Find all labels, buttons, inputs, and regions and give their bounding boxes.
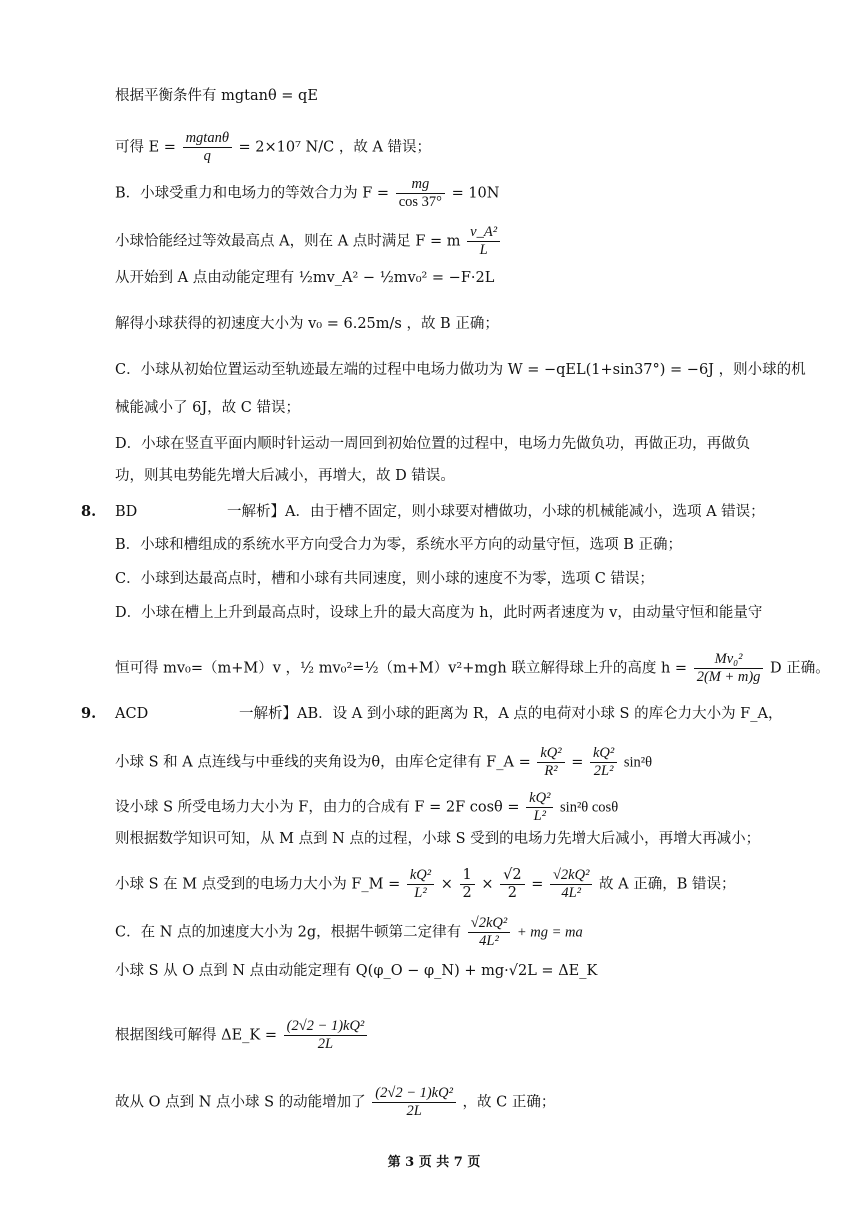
- analysis-text: 一解析】A．由于槽不固定，则小球要对槽做功，小球的机械能减小，选项 A 错误；: [227, 504, 765, 520]
- denominator: L²: [526, 807, 553, 825]
- fraction: [526, 790, 553, 825]
- text: C．在 N 点的加速度大小为 2g，根据牛顿第二定律有: [115, 924, 462, 941]
- line-c-work: C．小球从初始位置运动至轨迹最左端的过程中电场力做功为 W = −qEL(1+sin37°) = −6J ，则小球的机: [115, 362, 806, 378]
- fraction: [590, 745, 617, 780]
- text: B．小球受重力和电场力的等效合力为 F =: [115, 185, 390, 202]
- line-q8-d: D．小球在槽上上升到最高点时，设球上升的最大高度为 h，此时两者速度为 v，由动量守恒和能量守: [115, 605, 763, 621]
- denominator: 4L²: [468, 932, 510, 950]
- fraction: [284, 1018, 368, 1053]
- numerator: kQ²: [592, 745, 615, 761]
- line-equilibrium: 根据平衡条件有 mgtanθ = qE: [115, 88, 318, 104]
- line-kinetic-theorem: 从开始到 A 点由动能定理有 ½mv_A² − ½mv₀² = −F·2L: [115, 270, 495, 286]
- answer: ACD: [115, 706, 149, 722]
- fraction: [500, 867, 524, 902]
- numerator: v_A²: [470, 224, 498, 240]
- fraction: [183, 130, 232, 165]
- fraction: [396, 176, 445, 211]
- fraction: [460, 867, 475, 902]
- text: 小球 S 和 A 点连线与中垂线的夹角设为θ，由库仑定律有 F_A =: [115, 754, 531, 771]
- line-q8-height: [115, 651, 830, 686]
- denominator: 2: [460, 884, 475, 902]
- text: 设小球 S 所受电场力大小为 F，由力的合成有 F = 2F cosθ =: [115, 799, 520, 816]
- line-ek-increase: [115, 1085, 555, 1120]
- numerator: 1: [462, 867, 472, 883]
- fraction: [467, 224, 500, 259]
- numerator: √2kQ²: [470, 915, 508, 931]
- equals: =: [571, 754, 584, 771]
- answer: BD: [115, 504, 138, 520]
- text: sin²θ cosθ: [560, 799, 619, 816]
- numerator: kQ²: [409, 867, 432, 883]
- line-q8-c: C．小球到达最高点时，槽和小球有共同速度，则小球的速度不为零，选项 C 错误；: [115, 571, 654, 587]
- text: = 10N: [451, 185, 500, 202]
- question-number: 9.: [81, 705, 97, 722]
- denominator: cos 37°: [396, 193, 445, 211]
- numerator: kQ²: [529, 790, 551, 806]
- line-delta-ek: [115, 1018, 369, 1053]
- denominator: 2L²: [590, 762, 617, 780]
- line-coulomb: [115, 745, 652, 780]
- line-force-trend: 则根据数学知识可知，从 M 点到 N 点的过程，小球 S 受到的电场力先增大后减小，再增大再减小；: [115, 831, 761, 847]
- denominator: 2L: [284, 1035, 368, 1053]
- numerator: mg: [411, 176, 430, 192]
- denominator: L²: [407, 884, 434, 902]
- text: = 2×10⁷ N/C ，故 A 错误；: [238, 139, 432, 156]
- fraction: [468, 915, 510, 950]
- fraction: [537, 745, 564, 780]
- text: 可得 E =: [115, 139, 176, 156]
- line-newton-second-law: [115, 915, 583, 950]
- numerator: Mv₀²: [714, 651, 743, 667]
- line-d-potential: D．小球在竖直平面内顺时针运动一周回到初始位置的过程中，电场力先做负功，再做正功，再做负: [115, 436, 751, 452]
- question-8-header: [81, 502, 765, 522]
- numerator: (2√2 − 1)kQ²: [375, 1085, 453, 1101]
- denominator: 2L: [372, 1102, 456, 1120]
- numerator: (2√2 − 1)kQ²: [286, 1018, 365, 1034]
- line-c-energy: 械能减小了 6J，故 C 错误；: [115, 400, 300, 416]
- numerator: √2kQ²: [552, 867, 590, 883]
- text: + mg = ma: [516, 924, 583, 941]
- text: 故 A 正确，B 错误；: [599, 876, 736, 893]
- fraction: [694, 651, 764, 686]
- line-kinetic-o-to-n: 小球 S 从 O 点到 N 点由动能定理有 Q(φ_O − φ_N) + mg·√2L = ΔE_K: [115, 963, 598, 979]
- times: ×: [481, 876, 494, 893]
- denominator: R²: [537, 762, 564, 780]
- text: 故从 O 点到 N 点小球 S 的动能增加了: [115, 1094, 366, 1111]
- line-field-strength: [115, 130, 431, 165]
- line-b-resultant-force: [115, 176, 499, 211]
- text: sin²θ: [623, 754, 653, 771]
- numerator: mgtanθ: [185, 130, 229, 146]
- line-force-at-m: [115, 867, 736, 902]
- denominator: 2: [500, 884, 524, 902]
- line-d-conclusion: 功，则其电势能先增大后减小，再增大，故 D 错误。: [115, 468, 455, 484]
- line-highest-point: [115, 224, 502, 259]
- line-force-composition: [115, 790, 618, 825]
- times: ×: [440, 876, 453, 893]
- fraction: [407, 867, 434, 902]
- text: 根据图线可解得 ΔE_K =: [115, 1027, 278, 1044]
- text: 小球 S 在 M 点受到的电场力大小为 F_M =: [115, 876, 401, 893]
- denominator: L: [467, 241, 500, 259]
- text: D 正确。: [770, 660, 830, 677]
- text: ，故 C 正确；: [462, 1094, 556, 1111]
- question-9-header: [81, 704, 783, 724]
- line-initial-velocity: 解得小球获得的初速度大小为 v₀ = 6.25m/s ，故 B 正确；: [115, 316, 499, 332]
- fraction: [372, 1085, 456, 1120]
- question-number: 8.: [81, 503, 97, 520]
- denominator: 4L²: [550, 884, 592, 902]
- numerator: kQ²: [540, 745, 562, 761]
- denominator: 2(M + m)g: [694, 668, 764, 686]
- page-footer: 第 3 页 共 7 页: [387, 1155, 481, 1170]
- line-q8-b: B．小球和槽组成的系统水平方向受合力为零，系统水平方向的动量守恒，选项 B 正确；: [115, 537, 683, 553]
- numerator: √2: [503, 867, 522, 883]
- text: 恒可得 mv₀=（m+M）v ，½ mv₀²=½（m+M）v²+mgh 联立解得球上升的高度 h =: [115, 660, 688, 677]
- denominator: q: [183, 147, 232, 165]
- text: 小球恰能经过等效最高点 A，则在 A 点时满足 F = m: [115, 233, 461, 250]
- equals: =: [531, 876, 544, 893]
- analysis-text: 一解析】AB．设 A 到小球的距离为 R，A 点的电荷对小球 S 的库仑力大小为 F_A，: [239, 706, 783, 722]
- fraction: [550, 867, 592, 902]
